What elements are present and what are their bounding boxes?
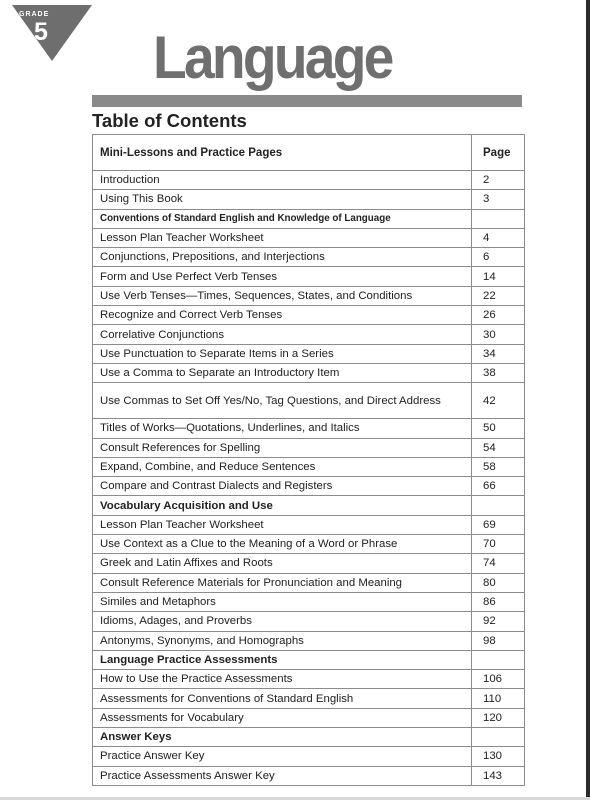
toc-entry-page: 42 [472, 383, 525, 419]
toc-entry-page: 58 [472, 457, 525, 476]
toc-entry-row [93, 306, 525, 325]
toc-entry-title: Greek and Latin Affixes and Roots [93, 554, 472, 573]
toc-entry-page: 69 [472, 515, 525, 534]
toc-entry-row [93, 612, 525, 631]
toc-entry-row [93, 419, 525, 438]
toc-entry-row [93, 477, 525, 496]
col-page-header: Page [472, 135, 525, 171]
toc-entry-row [93, 708, 525, 727]
toc-entry-title: Lesson Plan Teacher Worksheet [93, 228, 472, 247]
toc-section-title: Conventions of Standard English and Knowledge of Language [93, 209, 472, 228]
toc-entry-page [472, 209, 525, 228]
toc-entry-row [93, 248, 525, 267]
toc-entry-row [93, 344, 525, 363]
toc-entry-title: Assessments for Conventions of Standard English [93, 689, 472, 708]
toc-entry-title: Use Verb Tenses—Times, Sequences, States, and Conditions [93, 286, 472, 305]
toc-entry-title: Consult Reference Materials for Pronunciation and Meaning [93, 573, 472, 592]
toc-section-row [93, 496, 525, 515]
toc-entry-title: Titles of Works—Quotations, Underlines, and Italics [93, 419, 472, 438]
toc-entry-row [93, 535, 525, 554]
toc-entry-page: 130 [472, 747, 525, 766]
toc-entry-title: Practice Assessments Answer Key [93, 766, 472, 785]
page-edge [586, 0, 590, 800]
toc-entry-title: Use a Comma to Separate an Introductory Item [93, 363, 472, 382]
toc-entry-title: How to Use the Practice Assessments [93, 670, 472, 689]
toc-entry-row [93, 438, 525, 457]
toc-entry-page: 26 [472, 306, 525, 325]
toc-entry-page: 34 [472, 344, 525, 363]
toc-entry-row [93, 286, 525, 305]
toc-entry-page: 6 [472, 248, 525, 267]
col-section-header: Mini-Lessons and Practice Pages [93, 135, 472, 171]
toc-entry-title: Consult References for Spelling [93, 438, 472, 457]
toc-entry-row [93, 573, 525, 592]
toc-entry-page: 66 [472, 477, 525, 496]
toc-entry-row [93, 747, 525, 766]
toc-entry-page: 92 [472, 612, 525, 631]
toc-entry-row [93, 325, 525, 344]
toc-entry-page [472, 728, 525, 747]
toc-entry-page: 22 [472, 286, 525, 305]
toc-entry-title: Similes and Metaphors [93, 592, 472, 611]
toc-entry-row [93, 267, 525, 286]
toc-entry-row [93, 171, 525, 190]
toc-entry-title: Recognize and Correct Verb Tenses [93, 306, 472, 325]
toc-entry-page: 14 [472, 267, 525, 286]
toc-entry-title: Introduction [93, 171, 472, 190]
title-underline-bar [92, 95, 522, 107]
toc-entry-row [93, 592, 525, 611]
toc-entry-row [93, 515, 525, 534]
toc-entry-title: Use Context as a Clue to the Meaning of a Word or Phrase [93, 535, 472, 554]
toc-entry-page: 106 [472, 670, 525, 689]
toc-entry-title: Assessments for Vocabulary [93, 708, 472, 727]
toc-entry-page: 38 [472, 363, 525, 382]
toc-entry-page: 74 [472, 554, 525, 573]
toc-entry-row [93, 670, 525, 689]
toc-section-row [93, 728, 525, 747]
toc-entry-title: Use Commas to Set Off Yes/No, Tag Questions, and Direct Address [93, 383, 472, 419]
toc-entry-page: 98 [472, 631, 525, 650]
toc-entry-title: Using This Book [93, 190, 472, 209]
toc-section-row [93, 650, 525, 669]
toc-entry-page: 30 [472, 325, 525, 344]
toc-entry-row [93, 766, 525, 785]
toc-entry-title: Lesson Plan Teacher Worksheet [93, 515, 472, 534]
toc-entry-page: 54 [472, 438, 525, 457]
toc-table [92, 134, 525, 786]
toc-entry-title: Form and Use Perfect Verb Tenses [93, 267, 472, 286]
toc-entry-row [93, 383, 525, 419]
toc-entry-row [93, 457, 525, 476]
toc-entry-page: 3 [472, 190, 525, 209]
toc-entry-row [93, 228, 525, 247]
toc-entry-page: 50 [472, 419, 525, 438]
toc-section-title: Language Practice Assessments [93, 650, 472, 669]
toc-entry-page: 110 [472, 689, 525, 708]
toc-entry-row [93, 631, 525, 650]
toc-entry-title: Expand, Combine, and Reduce Sentences [93, 457, 472, 476]
toc-entry-title: Antonyms, Synonyms, and Homographs [93, 631, 472, 650]
toc-entry-page: 80 [472, 573, 525, 592]
toc-heading: Table of Contents [92, 110, 247, 131]
toc-entry-page: 120 [472, 708, 525, 727]
page-title: Language [153, 24, 392, 91]
grade-label: GRADE [19, 11, 50, 18]
toc-section-title: Vocabulary Acquisition and Use [93, 496, 472, 515]
toc-entry-title: Compare and Contrast Dialects and Registers [93, 477, 472, 496]
toc-entry-page [472, 496, 525, 515]
grade-number: 5 [34, 18, 48, 46]
toc-entry-row [93, 363, 525, 382]
toc-entry-title: Practice Answer Key [93, 747, 472, 766]
toc-entry-page: 143 [472, 766, 525, 785]
toc-section-title: Answer Keys [93, 728, 472, 747]
toc-entry-row [93, 190, 525, 209]
toc-entry-title: Idioms, Adages, and Proverbs [93, 612, 472, 631]
toc-section-row [93, 209, 525, 228]
toc-entry-title: Conjunctions, Prepositions, and Interjections [93, 248, 472, 267]
toc-entry-page: 4 [472, 228, 525, 247]
toc-entry-page [472, 650, 525, 669]
toc-entry-page: 86 [472, 592, 525, 611]
toc-entry-page: 2 [472, 171, 525, 190]
toc-entry-row [93, 689, 525, 708]
toc-entry-row [93, 554, 525, 573]
toc-entry-page: 70 [472, 535, 525, 554]
toc-entry-title: Use Punctuation to Separate Items in a Series [93, 344, 472, 363]
toc-header-row [93, 135, 525, 171]
toc-entry-title: Correlative Conjunctions [93, 325, 472, 344]
